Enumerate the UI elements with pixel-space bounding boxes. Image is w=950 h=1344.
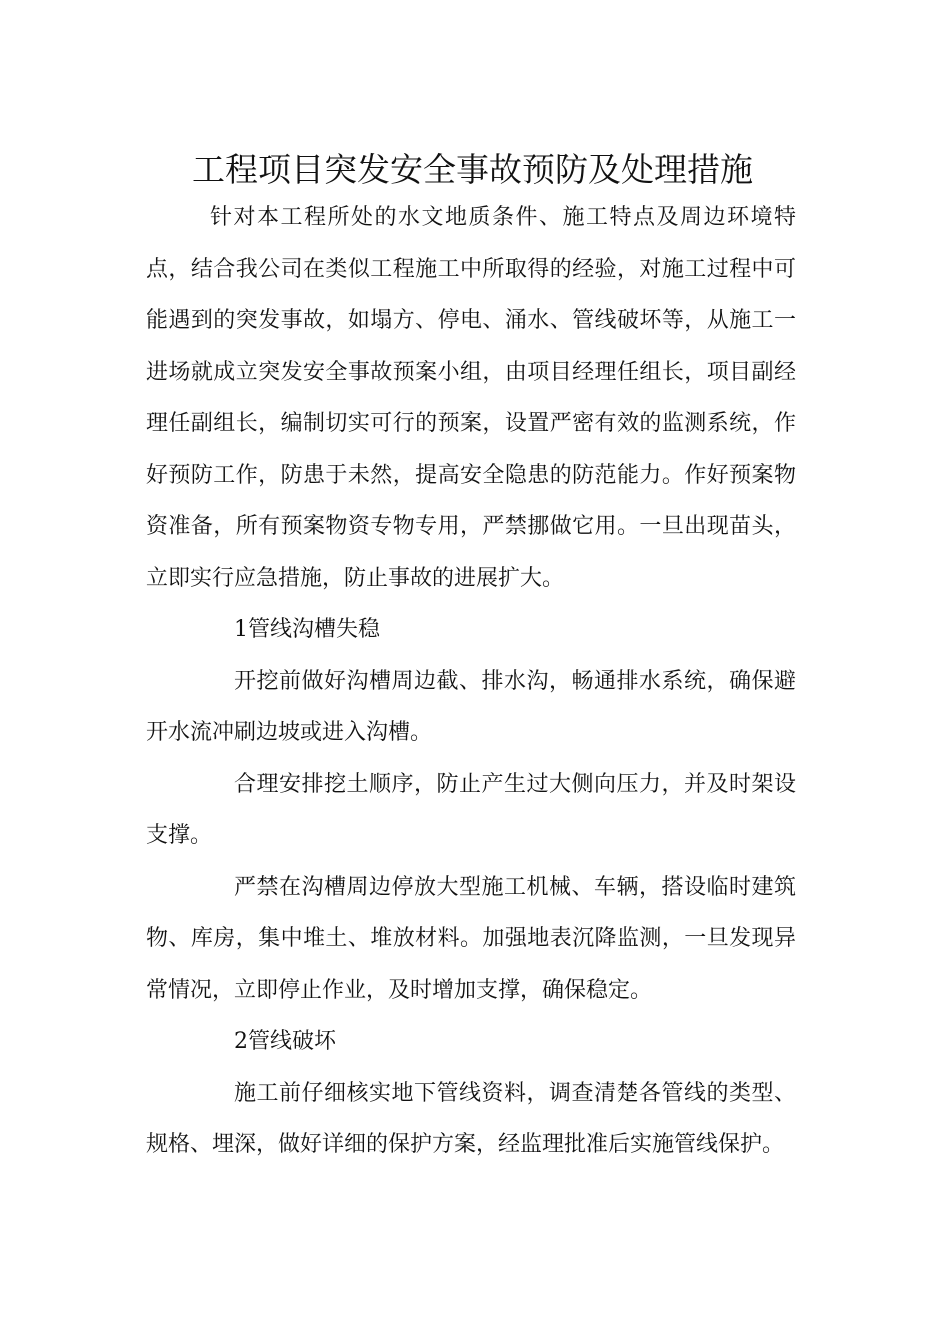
section-heading-1: 1管线沟槽失稳	[234, 617, 380, 642]
document-title: 工程项目突发安全事故预防及处理措施	[192, 150, 753, 190]
document-body	[146, 192, 796, 1171]
paragraph: 严禁在沟槽周边停放大型施工机械、车辆，搭设临时建筑物、库房，集中堆土、堆放材料。加强地表沉降监测，一旦发现异常情况，立即停止作业，及时增加支撑，确保稳定。	[146, 874, 796, 1003]
paragraph: 开挖前做好沟槽周边截、排水沟，畅通排水系统，确保避开水流冲刷边坡或进入沟槽。	[146, 668, 796, 745]
paragraph: 施工前仔细核实地下管线资料，调查清楚各管线的类型、规格、埋深，做好详细的保护方案，经监理批准后实施管线保护。	[146, 1080, 796, 1157]
section-heading-2: 2管线破坏	[234, 1029, 336, 1054]
intro-paragraph: 针对本工程所处的水文地质条件、施工特点及周边环境特点，结合我公司在类似工程施工中所取得的经验，对施工过程中可能遇到的突发事故，如塌方、停电、涌水、管线破坏等，从施工一进场就成立突发安全事故预案小组，由项目经理任组长，项目副经理任副组长，编制切实可行的预案，设置严密有效的监测系统，作好预防工作，防患于未然，提高安全隐患的防范能力。作好预案物资准备，所有预案物资专物专用，严禁挪做它用。一旦出现苗头，立即实行应急措施，防止事故的进展扩大。	[146, 205, 796, 591]
paragraph: 合理安排挖土顺序，防止产生过大侧向压力，并及时架设支撑。	[146, 771, 796, 848]
